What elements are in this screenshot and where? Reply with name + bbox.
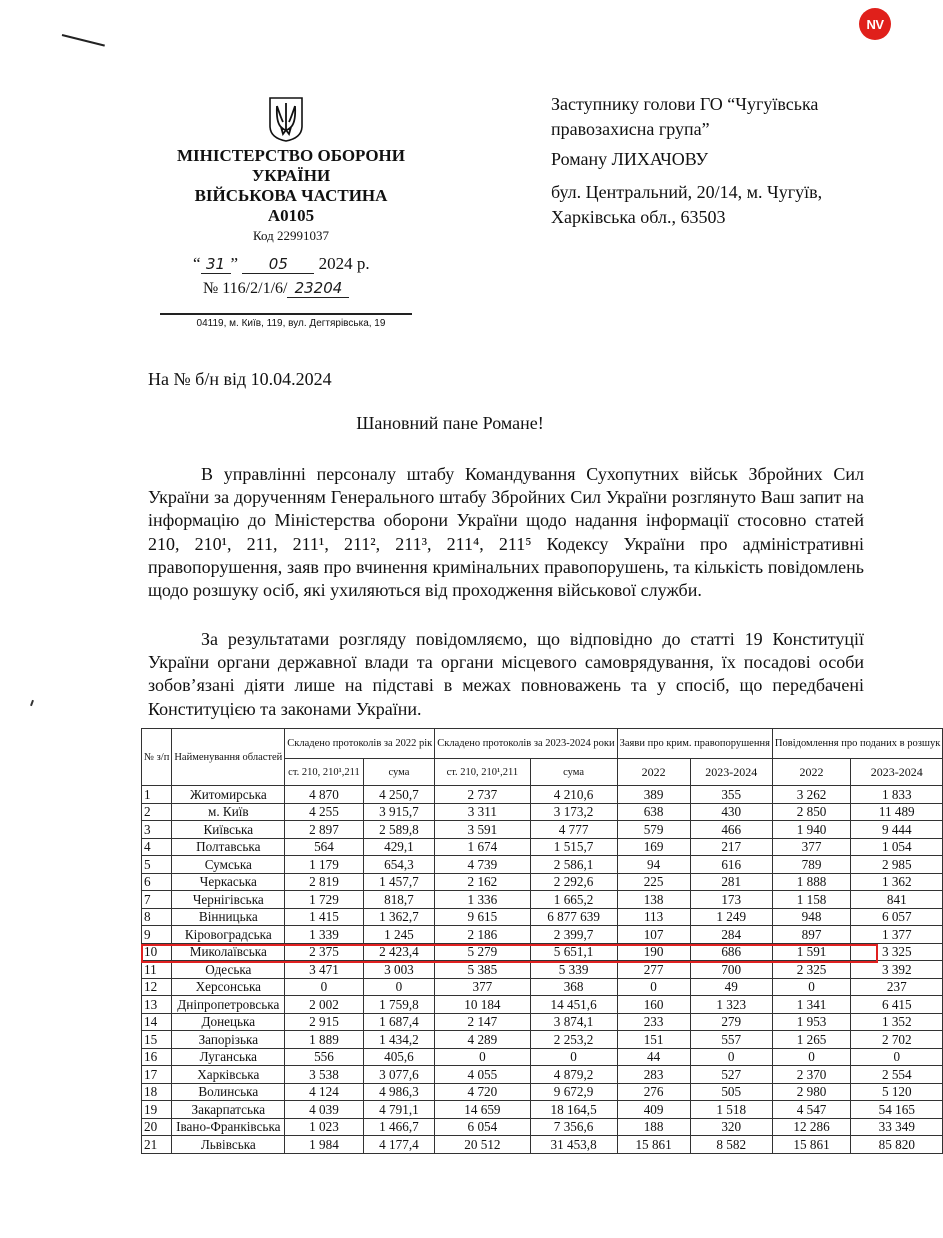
- date-day: 31: [201, 255, 231, 274]
- value-cell: 3 262: [772, 786, 850, 804]
- value-cell: 2 586,1: [530, 856, 617, 874]
- value-cell: 1 415: [285, 908, 363, 926]
- value-cell: 4 255: [285, 803, 363, 821]
- value-cell: 3 003: [363, 961, 435, 979]
- paragraph-1: В управлінні персоналу штабу Командування Сухопутних військ Збройних Сил України за дорученням Генерального штабу Збройних Сил України розглянуто Ваш запит на інформацію до Міністерства оборони України щодо надання інформації стосовно статей 210, 210¹, 211, 211¹, 211², 211³, 211⁴, 211⁵ Кодексу України про адміністративні правопорушення, заяв про вчинення кримінальних правопорушень, та кількість повідомлень щодо розшуку осіб, які ухиляються від проходження військової служби.: [148, 464, 864, 601]
- value-cell: 188: [617, 1118, 690, 1136]
- value-cell: 217: [690, 838, 772, 856]
- value-cell: 1 249: [690, 908, 772, 926]
- value-cell: 638: [617, 803, 690, 821]
- value-cell: 160: [617, 996, 690, 1014]
- row-number-cell: 2: [142, 803, 172, 821]
- value-cell: 4 547: [772, 1101, 850, 1119]
- row-number-cell: 15: [142, 1031, 172, 1049]
- date-month: 05: [242, 255, 314, 274]
- row-number-cell: 13: [142, 996, 172, 1014]
- value-cell: 2 399,7: [530, 926, 617, 944]
- table-row: [142, 1066, 943, 1084]
- table-row: [142, 1101, 943, 1119]
- region-name-cell: Харківська: [172, 1066, 285, 1084]
- value-cell: 1 434,2: [363, 1031, 435, 1049]
- header-criminal-reports: Заяви про крим. правопорушення: [617, 729, 772, 759]
- value-cell: 2 186: [435, 926, 530, 944]
- value-cell: 377: [772, 838, 850, 856]
- value-cell: 4 986,3: [363, 1083, 435, 1101]
- value-cell: 2 819: [285, 873, 363, 891]
- value-cell: 4 289: [435, 1031, 530, 1049]
- value-cell: 284: [690, 926, 772, 944]
- region-name-cell: Вінницька: [172, 908, 285, 926]
- value-cell: 4 879,2: [530, 1066, 617, 1084]
- value-cell: 430: [690, 803, 772, 821]
- value-cell: 237: [851, 978, 943, 996]
- region-name-cell: Закарпатська: [172, 1101, 285, 1119]
- highlighted-row-frame: [141, 944, 878, 963]
- row-number-cell: 9: [142, 926, 172, 944]
- number-prefix: № 116/2/1/6/: [203, 280, 288, 297]
- subheader-2023-2024: 2023-2024: [690, 759, 772, 786]
- value-cell: 818,7: [363, 891, 435, 909]
- value-cell: 8 582: [690, 1136, 772, 1154]
- value-cell: 18 164,5: [530, 1101, 617, 1119]
- row-number-cell: 6: [142, 873, 172, 891]
- value-cell: 1 833: [851, 786, 943, 804]
- value-cell: 0: [363, 978, 435, 996]
- value-cell: 113: [617, 908, 690, 926]
- region-name-cell: Полтавська: [172, 838, 285, 856]
- region-name-cell: Івано-Франківська: [172, 1118, 285, 1136]
- trident-emblem-icon: [268, 96, 304, 147]
- value-cell: 281: [690, 873, 772, 891]
- row-number-cell: 5: [142, 856, 172, 874]
- row-number-cell: 14: [142, 1013, 172, 1031]
- value-cell: 897: [772, 926, 850, 944]
- value-cell: 283: [617, 1066, 690, 1084]
- table-row: [142, 1136, 943, 1154]
- recipient-block: [551, 92, 881, 230]
- header-protocols-2023-2024: Складено протоколів за 2023-2024 роки: [435, 729, 617, 759]
- value-cell: 279: [690, 1013, 772, 1031]
- value-cell: 2 985: [851, 856, 943, 874]
- table-row: [142, 891, 943, 909]
- value-cell: 2 002: [285, 996, 363, 1014]
- value-cell: 1 377: [851, 926, 943, 944]
- region-name-cell: м. Київ: [172, 803, 285, 821]
- value-cell: 1 457,7: [363, 873, 435, 891]
- value-cell: 14 659: [435, 1101, 530, 1119]
- value-cell: 1 759,8: [363, 996, 435, 1014]
- subheader-sum: сума: [363, 759, 435, 786]
- nv-logo-badge: NV: [859, 8, 891, 40]
- subheader-articles: ст. 210, 210¹,211: [285, 759, 363, 786]
- table-row: [142, 1083, 943, 1101]
- region-name-cell: Черкаська: [172, 873, 285, 891]
- value-cell: 85 820: [851, 1136, 943, 1154]
- ministry-line-1: МІНІСТЕРСТВО ОБОРОНИ: [177, 146, 405, 165]
- value-cell: 1 888: [772, 873, 850, 891]
- value-cell: 54 165: [851, 1101, 943, 1119]
- value-cell: 2 370: [772, 1066, 850, 1084]
- pen-stroke-mark: [62, 34, 105, 47]
- value-cell: 4 124: [285, 1083, 363, 1101]
- value-cell: 1 674: [435, 838, 530, 856]
- value-cell: 0: [690, 1048, 772, 1066]
- value-cell: 4 739: [435, 856, 530, 874]
- row-number-cell: 4: [142, 838, 172, 856]
- value-cell: 3 311: [435, 803, 530, 821]
- row-number-cell: 1: [142, 786, 172, 804]
- value-cell: 1 023: [285, 1118, 363, 1136]
- table-row: [142, 856, 943, 874]
- table-row: [142, 873, 943, 891]
- value-cell: 1 179: [285, 856, 363, 874]
- value-cell: 20 512: [435, 1136, 530, 1154]
- value-cell: 1 687,4: [363, 1013, 435, 1031]
- value-cell: 2 702: [851, 1031, 943, 1049]
- value-cell: 276: [617, 1083, 690, 1101]
- table-row: [142, 803, 943, 821]
- value-cell: 3 392: [851, 961, 943, 979]
- value-cell: 169: [617, 838, 690, 856]
- table-row: [142, 821, 943, 839]
- value-cell: 44: [617, 1048, 690, 1066]
- table-row: [142, 996, 943, 1014]
- recipient-line-3: Роману ЛИХАЧОВУ: [551, 149, 709, 170]
- value-cell: 3 173,2: [530, 803, 617, 821]
- value-cell: 6 054: [435, 1118, 530, 1136]
- ministry-line-4: А0105: [267, 206, 315, 225]
- value-cell: 564: [285, 838, 363, 856]
- value-cell: 94: [617, 856, 690, 874]
- value-cell: 5 385: [435, 961, 530, 979]
- recipient-line-1: Заступнику голови ГО “Чугуївська: [551, 94, 819, 114]
- value-cell: 1 984: [285, 1136, 363, 1154]
- value-cell: 2 554: [851, 1066, 943, 1084]
- value-cell: 5 651,1: [530, 943, 617, 961]
- value-cell: 616: [690, 856, 772, 874]
- value-cell: 2 162: [435, 873, 530, 891]
- table-row: [142, 838, 943, 856]
- value-cell: 5 279: [435, 943, 530, 961]
- value-cell: 505: [690, 1083, 772, 1101]
- number-handwritten: 23204: [287, 279, 349, 298]
- region-name-cell: Донецька: [172, 1013, 285, 1031]
- ministry-line-3: ВІЙСЬКОВА ЧАСТИНА: [194, 186, 388, 205]
- value-cell: 107: [617, 926, 690, 944]
- value-cell: 6 877 639: [530, 908, 617, 926]
- row-number-cell: 18: [142, 1083, 172, 1101]
- value-cell: 1 518: [690, 1101, 772, 1119]
- region-name-cell: Київська: [172, 821, 285, 839]
- header-wanted-notices: Повідомлення про поданих в розшук: [772, 729, 942, 759]
- value-cell: 355: [690, 786, 772, 804]
- value-cell: 4 210,6: [530, 786, 617, 804]
- value-cell: 948: [772, 908, 850, 926]
- table-row: [142, 908, 943, 926]
- paragraph-2: За результатами розгляду повідомляємо, що відповідно до статті 19 Конституції України органи державної влади та органи місцевого самоврядування, їх посадові особи зобов’язані діяти лише на підставі в межах повноважень та у спосіб, що передбачені Конституцією та законами України.: [148, 629, 864, 719]
- value-cell: 1 341: [772, 996, 850, 1014]
- value-cell: 320: [690, 1118, 772, 1136]
- value-cell: 31 453,8: [530, 1136, 617, 1154]
- value-cell: 5 120: [851, 1083, 943, 1101]
- row-number-cell: 12: [142, 978, 172, 996]
- region-name-cell: Дніпропетровська: [172, 996, 285, 1014]
- header-divider: [160, 313, 412, 315]
- value-cell: 409: [617, 1101, 690, 1119]
- row-number-cell: 21: [142, 1136, 172, 1154]
- value-cell: 0: [772, 1048, 850, 1066]
- subheader-articles: ст. 210, 210¹,211: [435, 759, 530, 786]
- value-cell: 2 915: [285, 1013, 363, 1031]
- recipient-line-2: правозахисна група”: [551, 118, 710, 139]
- value-cell: 0: [530, 1048, 617, 1066]
- value-cell: 0: [435, 1048, 530, 1066]
- sender-address: 04119, м. Київ, 119, вул. Дегтярівська, 19: [196, 318, 386, 329]
- row-number-cell: 11: [142, 961, 172, 979]
- edrpou-code: Код 22991037: [252, 228, 329, 243]
- value-cell: 1 158: [772, 891, 850, 909]
- value-cell: 389: [617, 786, 690, 804]
- value-cell: 654,3: [363, 856, 435, 874]
- value-cell: 1 323: [690, 996, 772, 1014]
- region-name-cell: Запорізька: [172, 1031, 285, 1049]
- value-cell: 557: [690, 1031, 772, 1049]
- value-cell: 405,6: [363, 1048, 435, 1066]
- value-cell: 841: [851, 891, 943, 909]
- header-number: № з/п: [142, 729, 172, 786]
- value-cell: 49: [690, 978, 772, 996]
- value-cell: 4 720: [435, 1083, 530, 1101]
- value-cell: 0: [285, 978, 363, 996]
- value-cell: 1 339: [285, 926, 363, 944]
- value-cell: 6 415: [851, 996, 943, 1014]
- value-cell: 15 861: [772, 1136, 850, 1154]
- row-number-cell: 10: [142, 943, 172, 961]
- table-row: [142, 978, 943, 996]
- value-cell: 1 940: [772, 821, 850, 839]
- value-cell: 3 077,6: [363, 1066, 435, 1084]
- value-cell: 2 589,8: [363, 821, 435, 839]
- value-cell: 1 336: [435, 891, 530, 909]
- table-row: [142, 786, 943, 804]
- value-cell: 2 423,4: [363, 943, 435, 961]
- value-cell: 10 184: [435, 996, 530, 1014]
- row-number-cell: 20: [142, 1118, 172, 1136]
- value-cell: 377: [435, 978, 530, 996]
- value-cell: 2 253,2: [530, 1031, 617, 1049]
- region-name-cell: Миколаївська: [172, 943, 285, 961]
- table-row: [142, 1048, 943, 1066]
- recipient-line-5: Харківська обл., 63503: [551, 206, 726, 227]
- letter-date: “ 31 ” 05 2024 р.: [193, 254, 370, 273]
- outgoing-number: [203, 279, 349, 298]
- value-cell: 2 375: [285, 943, 363, 961]
- value-cell: 9 444: [851, 821, 943, 839]
- value-cell: 4 791,1: [363, 1101, 435, 1119]
- value-cell: 2 147: [435, 1013, 530, 1031]
- value-cell: 1 665,2: [530, 891, 617, 909]
- value-cell: 138: [617, 891, 690, 909]
- value-cell: 1 362: [851, 873, 943, 891]
- value-cell: 11 489: [851, 803, 943, 821]
- date-year: 2024 р.: [318, 254, 370, 273]
- value-cell: 173: [690, 891, 772, 909]
- region-name-cell: Волинська: [172, 1083, 285, 1101]
- value-cell: 4 250,7: [363, 786, 435, 804]
- region-name-cell: Чернігівська: [172, 891, 285, 909]
- region-name-cell: Луганська: [172, 1048, 285, 1066]
- row-number-cell: 3: [142, 821, 172, 839]
- value-cell: 686: [690, 943, 772, 961]
- value-cell: 4 039: [285, 1101, 363, 1119]
- value-cell: 1 729: [285, 891, 363, 909]
- value-cell: 12 286: [772, 1118, 850, 1136]
- value-cell: 6 057: [851, 908, 943, 926]
- value-cell: 1 054: [851, 838, 943, 856]
- value-cell: 3 874,1: [530, 1013, 617, 1031]
- value-cell: 1 889: [285, 1031, 363, 1049]
- subheader-2022: 2022: [617, 759, 690, 786]
- value-cell: 4 177,4: [363, 1136, 435, 1154]
- value-cell: 368: [530, 978, 617, 996]
- subheader-sum: сума: [530, 759, 617, 786]
- value-cell: 1 265: [772, 1031, 850, 1049]
- value-cell: 1 352: [851, 1013, 943, 1031]
- value-cell: 2 897: [285, 821, 363, 839]
- region-name-cell: Сумська: [172, 856, 285, 874]
- row-number-cell: 16: [142, 1048, 172, 1066]
- value-cell: 579: [617, 821, 690, 839]
- value-cell: 2 980: [772, 1083, 850, 1101]
- value-cell: 4 777: [530, 821, 617, 839]
- table-row: [142, 961, 943, 979]
- value-cell: 9 615: [435, 908, 530, 926]
- statistics-table: [141, 728, 943, 1154]
- value-cell: 0: [617, 978, 690, 996]
- value-cell: 3 538: [285, 1066, 363, 1084]
- value-cell: 4 055: [435, 1066, 530, 1084]
- header-region: Найменування областей: [172, 729, 285, 786]
- value-cell: 33 349: [851, 1118, 943, 1136]
- value-cell: 466: [690, 821, 772, 839]
- value-cell: 277: [617, 961, 690, 979]
- value-cell: 15 861: [617, 1136, 690, 1154]
- value-cell: 9 672,9: [530, 1083, 617, 1101]
- reference-line: На № б/н від 10.04.2024: [148, 369, 332, 389]
- header-protocols-2022: Складено протоколів за 2022 рік: [285, 729, 435, 759]
- greeting: Шановний пане Романе!: [356, 413, 544, 433]
- value-cell: 2 325: [772, 961, 850, 979]
- region-name-cell: Кіровоградська: [172, 926, 285, 944]
- value-cell: 151: [617, 1031, 690, 1049]
- value-cell: 0: [772, 978, 850, 996]
- recipient-line-4: бул. Центральний, 20/14, м. Чугуїв,: [551, 182, 823, 203]
- value-cell: 3 471: [285, 961, 363, 979]
- value-cell: 1 953: [772, 1013, 850, 1031]
- value-cell: 3 915,7: [363, 803, 435, 821]
- value-cell: 225: [617, 873, 690, 891]
- margin-mark: [30, 700, 34, 706]
- region-name-cell: Львівська: [172, 1136, 285, 1154]
- region-name-cell: Одеська: [172, 961, 285, 979]
- value-cell: 429,1: [363, 838, 435, 856]
- value-cell: 1 466,7: [363, 1118, 435, 1136]
- value-cell: 190: [617, 943, 690, 961]
- value-cell: 7 356,6: [530, 1118, 617, 1136]
- table-row: [142, 1013, 943, 1031]
- value-cell: 1 591: [772, 943, 850, 961]
- region-name-cell: Херсонська: [172, 978, 285, 996]
- table-row: [142, 1031, 943, 1049]
- value-cell: 1 245: [363, 926, 435, 944]
- region-name-cell: Житомирська: [172, 786, 285, 804]
- value-cell: 3 591: [435, 821, 530, 839]
- value-cell: 5 339: [530, 961, 617, 979]
- ministry-header: [160, 146, 422, 226]
- ministry-line-2: УКРАЇНИ: [251, 166, 331, 185]
- row-number-cell: 8: [142, 908, 172, 926]
- row-number-cell: 19: [142, 1101, 172, 1119]
- value-cell: 4 870: [285, 786, 363, 804]
- value-cell: 3 325: [851, 943, 943, 961]
- row-number-cell: 17: [142, 1066, 172, 1084]
- value-cell: 2 850: [772, 803, 850, 821]
- table-row: [142, 926, 943, 944]
- value-cell: 527: [690, 1066, 772, 1084]
- value-cell: 2 292,6: [530, 873, 617, 891]
- value-cell: 2 737: [435, 786, 530, 804]
- value-cell: 789: [772, 856, 850, 874]
- value-cell: 1 362,7: [363, 908, 435, 926]
- value-cell: 233: [617, 1013, 690, 1031]
- value-cell: 700: [690, 961, 772, 979]
- row-number-cell: 7: [142, 891, 172, 909]
- value-cell: 14 451,6: [530, 996, 617, 1014]
- value-cell: 556: [285, 1048, 363, 1066]
- table-row: [142, 1118, 943, 1136]
- subheader-2023-2024: 2023-2024: [851, 759, 943, 786]
- value-cell: 0: [851, 1048, 943, 1066]
- value-cell: 1 515,7: [530, 838, 617, 856]
- subheader-2022: 2022: [772, 759, 850, 786]
